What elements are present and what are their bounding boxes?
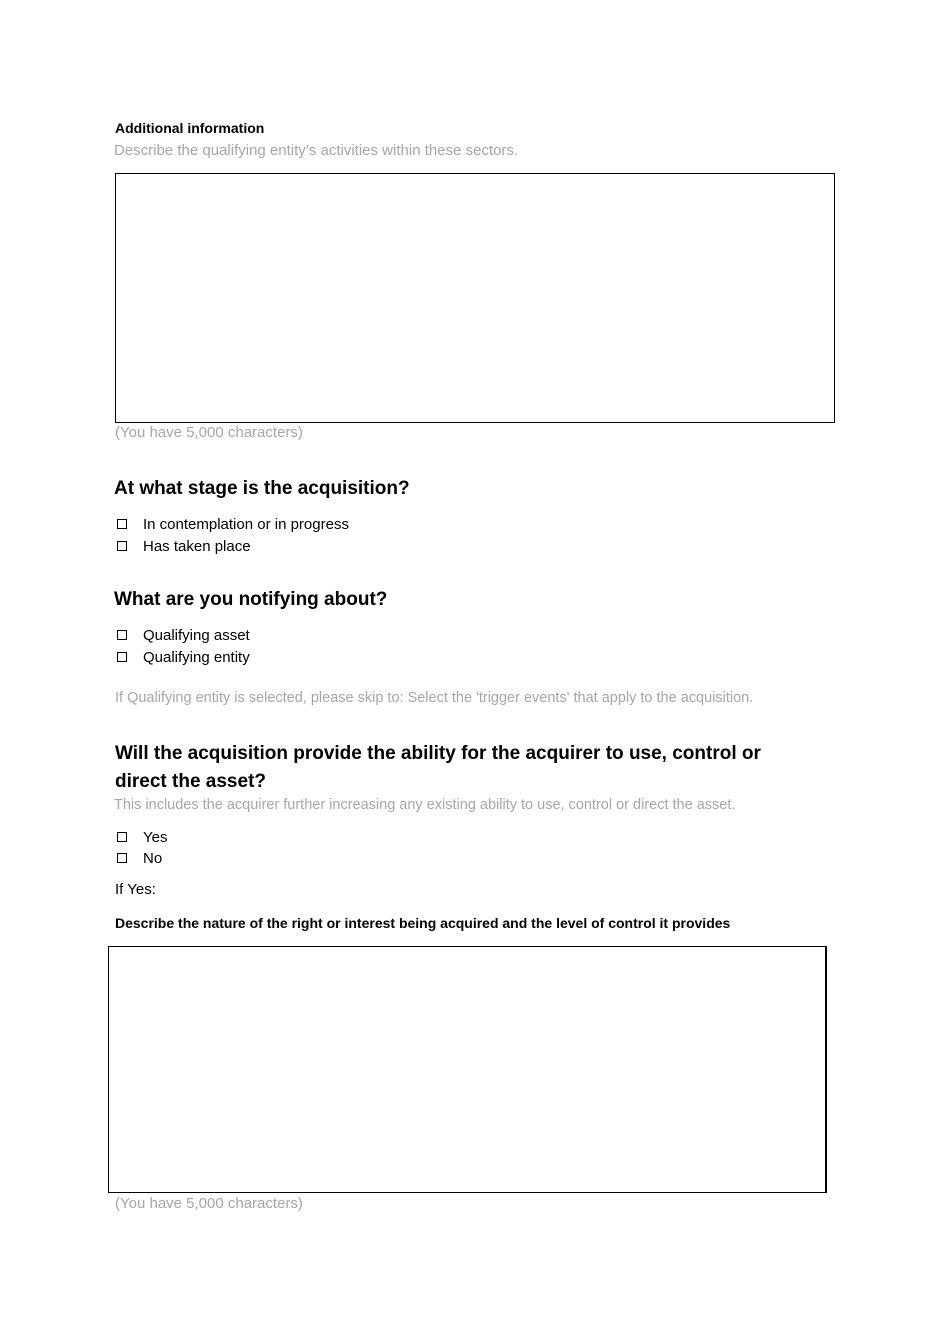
additional-info-char-count: (You have 5,000 characters) bbox=[115, 424, 303, 441]
additional-info-label: Additional information bbox=[115, 120, 265, 136]
notifying-skip-note: If Qualifying entity is selected, please skip to: Select the 'trigger events' that apply to the acquisition. bbox=[115, 690, 754, 706]
stage-option-checkbox[interactable] bbox=[117, 519, 127, 529]
notifying-option-checkbox[interactable] bbox=[117, 652, 127, 662]
additional-info-textarea[interactable] bbox=[115, 173, 835, 423]
notifying-option-label: Qualifying entity bbox=[143, 649, 250, 666]
notifying-option-checkbox[interactable] bbox=[117, 630, 127, 640]
ability-option-label: No bbox=[143, 850, 163, 867]
stage-option-label: In contemplation or in progress bbox=[143, 516, 349, 533]
stage-option-label: Has taken place bbox=[143, 538, 251, 555]
ability-option-label: Yes bbox=[143, 829, 168, 846]
additional-info-hint: Describe the qualifying entity’s activities within these sectors. bbox=[114, 142, 519, 159]
ability-heading-line1: Will the acquisition provide the ability for the acquirer to use, control or bbox=[115, 743, 761, 764]
ability-option-checkbox[interactable] bbox=[117, 853, 127, 863]
notifying-option-label: Qualifying asset bbox=[143, 627, 250, 644]
ability-heading-line2: direct the asset? bbox=[115, 771, 266, 792]
if-yes-label: If Yes: bbox=[115, 881, 156, 898]
ability-hint: This includes the acquirer further increasing any existing ability to use, control or direct the asset. bbox=[114, 797, 736, 813]
describe-right-label: Describe the nature of the right or interest being acquired and the level of control it provides bbox=[115, 915, 731, 931]
describe-right-textarea[interactable] bbox=[108, 946, 827, 1193]
ability-option-checkbox[interactable] bbox=[117, 832, 127, 842]
stage-heading: At what stage is the acquisition? bbox=[114, 478, 410, 499]
notifying-heading: What are you notifying about? bbox=[114, 589, 388, 610]
stage-option-checkbox[interactable] bbox=[117, 541, 127, 551]
describe-right-char-count: (You have 5,000 characters) bbox=[115, 1195, 303, 1212]
